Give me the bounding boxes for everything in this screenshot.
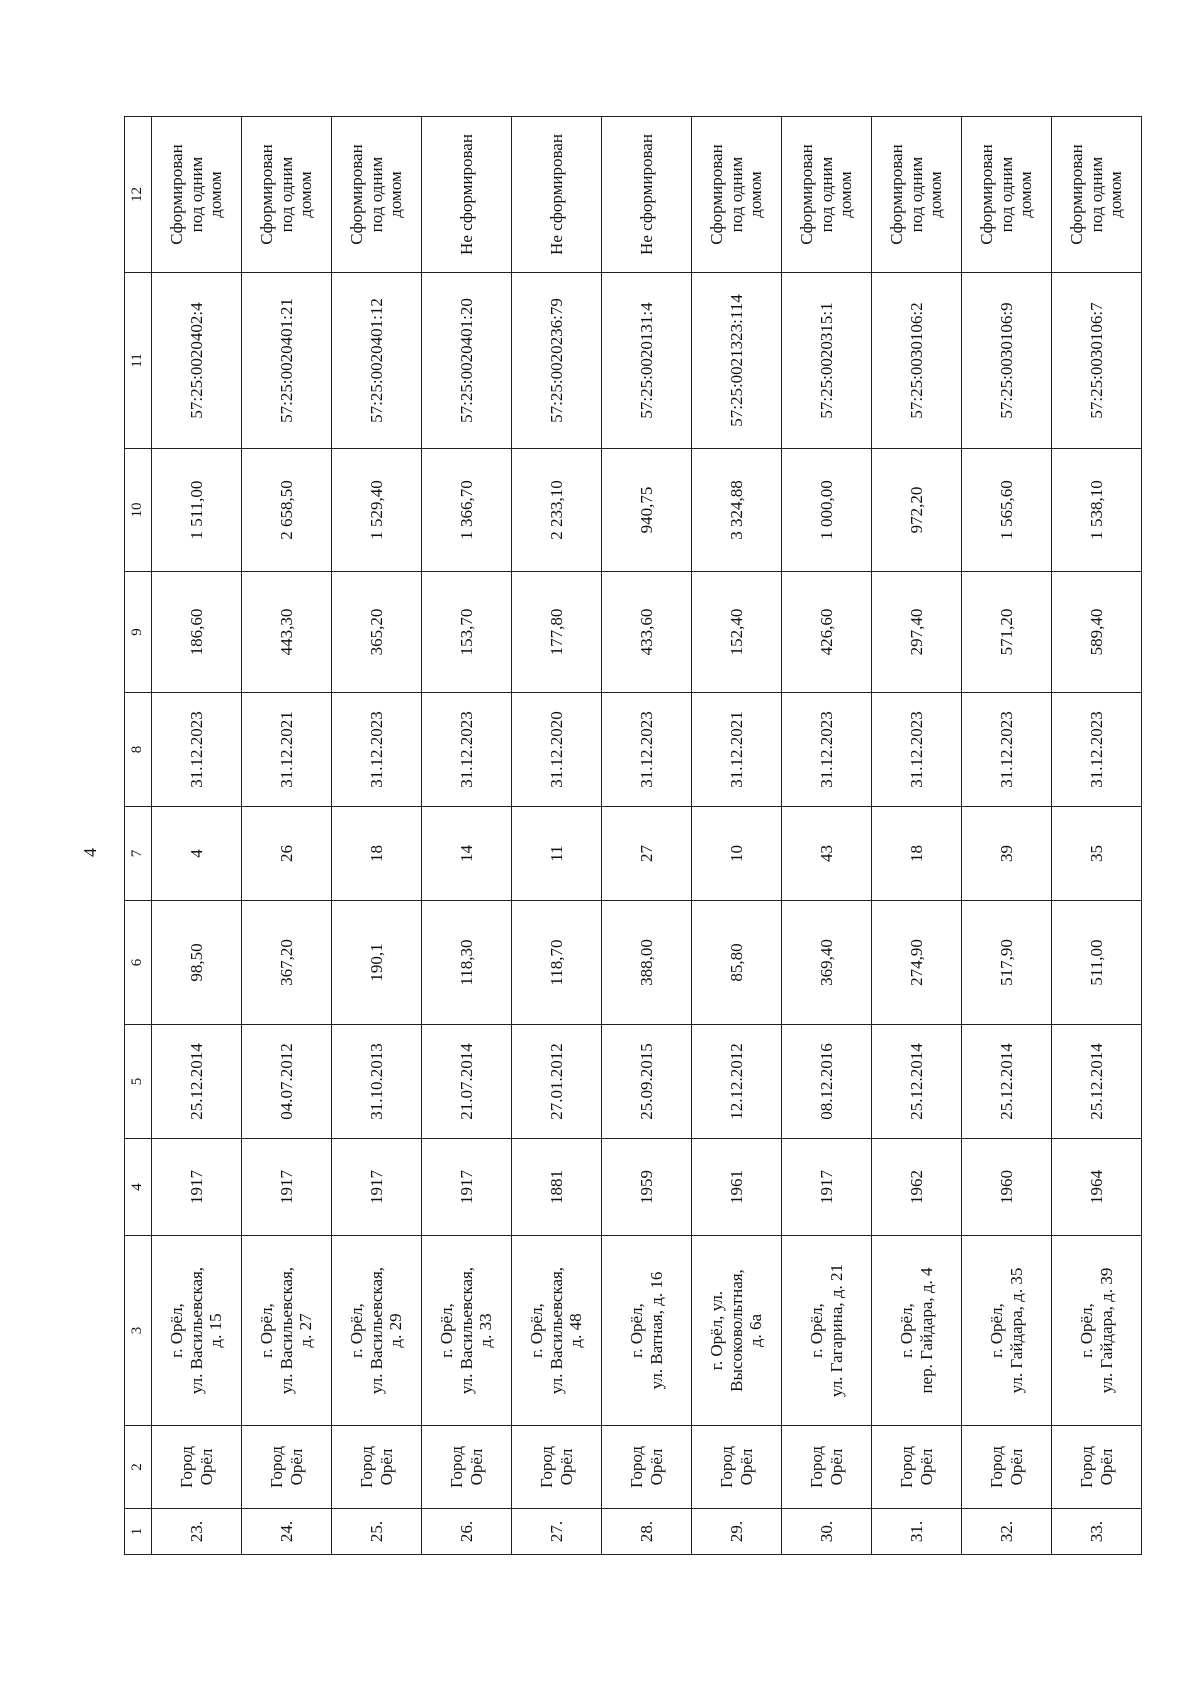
cell-land-area: 2 233,10 xyxy=(512,449,602,572)
cell-row-number: 28. xyxy=(602,1509,692,1555)
cell-date: 08.12.2016 xyxy=(782,1025,872,1139)
cell-area-2: 152,40 xyxy=(692,572,782,693)
cell-deadline: 31.12.2023 xyxy=(332,693,422,807)
cell-municipality: Город Орёл xyxy=(422,1426,512,1509)
cell-count: 39 xyxy=(962,807,1052,901)
cell-year-built: 1917 xyxy=(332,1139,422,1236)
cell-cadastral-number: 57:25:0020236:79 xyxy=(512,273,602,449)
cell-row-number: 32. xyxy=(962,1509,1052,1555)
table-row xyxy=(422,117,512,1555)
cell-area: 98,50 xyxy=(152,901,242,1025)
cell-date: 21.07.2014 xyxy=(422,1025,512,1139)
cell-cadastral-number: 57:25:0020315:1 xyxy=(782,273,872,449)
cell-land-area: 972,20 xyxy=(872,449,962,572)
table-row xyxy=(872,117,962,1555)
cell-land-area: 1 511,00 xyxy=(152,449,242,572)
cell-land-area: 1 366,70 xyxy=(422,449,512,572)
cell-land-area: 2 658,50 xyxy=(242,449,332,572)
cell-area-2: 433,60 xyxy=(602,572,692,693)
cell-land-status: Сформирован под одним домом xyxy=(152,117,242,273)
cell-area-2: 177,80 xyxy=(512,572,602,693)
cell-area-2: 589,40 xyxy=(1052,572,1142,693)
cell-area-2: 426,60 xyxy=(782,572,872,693)
cell-year-built: 1917 xyxy=(242,1139,332,1236)
cell-area-2: 365,20 xyxy=(332,572,422,693)
cell-date: 25.12.2014 xyxy=(872,1025,962,1139)
cell-count: 27 xyxy=(602,807,692,901)
column-header-12: 12 xyxy=(125,117,152,273)
cell-area: 517,90 xyxy=(962,901,1052,1025)
cell-area: 274,90 xyxy=(872,901,962,1025)
cell-land-status: Не сформирован xyxy=(512,117,602,273)
cell-year-built: 1917 xyxy=(422,1139,512,1236)
cell-address: г. Орёл, ул. Гагарина, д. 21 xyxy=(782,1236,872,1426)
table-row xyxy=(152,117,242,1555)
cell-area: 367,20 xyxy=(242,901,332,1025)
cell-municipality: Город Орёл xyxy=(332,1426,422,1509)
cell-cadastral-number: 57:25:0020401:20 xyxy=(422,273,512,449)
cell-municipality: Город Орёл xyxy=(1052,1426,1142,1509)
cell-land-status: Сформирован под одним домом xyxy=(242,117,332,273)
cell-count: 43 xyxy=(782,807,872,901)
cell-area: 85,80 xyxy=(692,901,782,1025)
cell-area-2: 153,70 xyxy=(422,572,512,693)
cell-date: 25.09.2015 xyxy=(602,1025,692,1139)
cell-row-number: 23. xyxy=(152,1509,242,1555)
cell-address: г. Орёл, пер. Гайдара, д. 4 xyxy=(872,1236,962,1426)
cell-area-2: 186,60 xyxy=(152,572,242,693)
cell-area-2: 297,40 xyxy=(872,572,962,693)
cell-municipality: Город Орёл xyxy=(602,1426,692,1509)
table-row xyxy=(242,117,332,1555)
cell-date: 25.12.2014 xyxy=(1052,1025,1142,1139)
cell-deadline: 31.12.2023 xyxy=(152,693,242,807)
cell-land-area: 940,75 xyxy=(602,449,692,572)
cell-deadline: 31.12.2023 xyxy=(602,693,692,807)
cell-cadastral-number: 57:25:0020401:12 xyxy=(332,273,422,449)
cell-year-built: 1961 xyxy=(692,1139,782,1236)
cell-address: г. Орёл, ул. Гайдара, д. 35 xyxy=(962,1236,1052,1426)
cell-area: 511,00 xyxy=(1052,901,1142,1025)
cell-cadastral-number: 57:25:0030106:2 xyxy=(872,273,962,449)
cell-count: 11 xyxy=(512,807,602,901)
cell-area: 190,1 xyxy=(332,901,422,1025)
cell-land-area: 1 538,10 xyxy=(1052,449,1142,572)
cell-area: 388,00 xyxy=(602,901,692,1025)
cell-count: 14 xyxy=(422,807,512,901)
cell-row-number: 29. xyxy=(692,1509,782,1555)
cell-row-number: 27. xyxy=(512,1509,602,1555)
cell-municipality: Город Орёл xyxy=(962,1426,1052,1509)
cell-land-area: 1 000,00 xyxy=(782,449,872,572)
cell-year-built: 1917 xyxy=(782,1139,872,1236)
cell-deadline: 31.12.2023 xyxy=(422,693,512,807)
table-row xyxy=(512,117,602,1555)
housing-table xyxy=(124,116,1142,1555)
cell-date: 25.12.2014 xyxy=(962,1025,1052,1139)
cell-municipality: Город Орёл xyxy=(782,1426,872,1509)
table-row xyxy=(782,117,872,1555)
cell-year-built: 1964 xyxy=(1052,1139,1142,1236)
cell-cadastral-number: 57:25:0021323:114 xyxy=(692,273,782,449)
column-header-7: 7 xyxy=(125,807,152,901)
cell-address: г. Орёл, ул. Ватная, д. 16 xyxy=(602,1236,692,1426)
column-header-11: 11 xyxy=(125,273,152,449)
cell-land-status: Сформирован под одним домом xyxy=(1052,117,1142,273)
cell-cadastral-number: 57:25:0020402:4 xyxy=(152,273,242,449)
cell-address: г. Орёл, ул. Васильевская, д. 33 xyxy=(422,1236,512,1426)
cell-count: 26 xyxy=(242,807,332,901)
cell-land-area: 3 324,88 xyxy=(692,449,782,572)
cell-year-built: 1960 xyxy=(962,1139,1052,1236)
cell-deadline: 31.12.2023 xyxy=(962,693,1052,807)
cell-land-area: 1 565,60 xyxy=(962,449,1052,572)
cell-row-number: 33. xyxy=(1052,1509,1142,1555)
column-header-4: 4 xyxy=(125,1139,152,1236)
cell-land-status: Сформирован под одним домом xyxy=(692,117,782,273)
column-header-10: 10 xyxy=(125,449,152,572)
cell-date: 04.07.2012 xyxy=(242,1025,332,1139)
column-header-1: 1 xyxy=(125,1509,152,1555)
cell-year-built: 1959 xyxy=(602,1139,692,1236)
cell-deadline: 31.12.2021 xyxy=(242,693,332,807)
cell-date: 27.01.2012 xyxy=(512,1025,602,1139)
cell-land-status: Не сформирован xyxy=(602,117,692,273)
cell-cadastral-number: 57:25:0030106:7 xyxy=(1052,273,1142,449)
page-number: 4 xyxy=(80,848,100,857)
cell-area: 118,70 xyxy=(512,901,602,1025)
cell-count: 18 xyxy=(872,807,962,901)
column-header-5: 5 xyxy=(125,1025,152,1139)
cell-row-number: 31. xyxy=(872,1509,962,1555)
cell-deadline: 31.12.2023 xyxy=(782,693,872,807)
cell-count: 4 xyxy=(152,807,242,901)
cell-area-2: 571,20 xyxy=(962,572,1052,693)
cell-deadline: 31.12.2023 xyxy=(1052,693,1142,807)
cell-address: г. Орёл, ул. Васильевская, д. 48 xyxy=(512,1236,602,1426)
table-row xyxy=(962,117,1052,1555)
column-number-row xyxy=(125,117,152,1555)
cell-cadastral-number: 57:25:0020401:21 xyxy=(242,273,332,449)
table-row xyxy=(332,117,422,1555)
cell-row-number: 24. xyxy=(242,1509,332,1555)
cell-year-built: 1917 xyxy=(152,1139,242,1236)
cell-row-number: 30. xyxy=(782,1509,872,1555)
cell-land-status: Не сформирован xyxy=(422,117,512,273)
cell-land-status: Сформирован под одним домом xyxy=(332,117,422,273)
cell-cadastral-number: 57:25:0030106:9 xyxy=(962,273,1052,449)
cell-count: 18 xyxy=(332,807,422,901)
column-header-8: 8 xyxy=(125,693,152,807)
cell-land-status: Сформирован под одним домом xyxy=(782,117,872,273)
cell-area: 118,30 xyxy=(422,901,512,1025)
cell-municipality: Город Орёл xyxy=(512,1426,602,1509)
cell-land-status: Сформирован под одним домом xyxy=(962,117,1052,273)
table-row xyxy=(602,117,692,1555)
cell-address: г. Орёл, ул. Васильевская, д. 15 xyxy=(152,1236,242,1426)
cell-count: 10 xyxy=(692,807,782,901)
cell-deadline: 31.12.2021 xyxy=(692,693,782,807)
column-header-6: 6 xyxy=(125,901,152,1025)
cell-address: г. Орёл, ул. Высоковольтная, д. 6а xyxy=(692,1236,782,1426)
cell-land-area: 1 529,40 xyxy=(332,449,422,572)
column-header-9: 9 xyxy=(125,572,152,693)
cell-year-built: 1881 xyxy=(512,1139,602,1236)
table-row xyxy=(692,117,782,1555)
cell-row-number: 26. xyxy=(422,1509,512,1555)
table-row xyxy=(1052,117,1142,1555)
table-container xyxy=(124,117,1136,1555)
cell-address: г. Орёл, ул. Васильевская, д. 27 xyxy=(242,1236,332,1426)
cell-address: г. Орёл, ул. Васильевская, д. 29 xyxy=(332,1236,422,1426)
cell-date: 12.12.2012 xyxy=(692,1025,782,1139)
cell-municipality: Город Орёл xyxy=(872,1426,962,1509)
cell-municipality: Город Орёл xyxy=(152,1426,242,1509)
column-header-3: 3 xyxy=(125,1236,152,1426)
cell-municipality: Город Орёл xyxy=(242,1426,332,1509)
cell-deadline: 31.12.2023 xyxy=(872,693,962,807)
cell-area-2: 443,30 xyxy=(242,572,332,693)
cell-cadastral-number: 57:25:0020131:4 xyxy=(602,273,692,449)
cell-municipality: Город Орёл xyxy=(692,1426,782,1509)
table-body xyxy=(152,117,1142,1555)
cell-address: г. Орёл, ул. Гайдара, д. 39 xyxy=(1052,1236,1142,1426)
cell-deadline: 31.12.2020 xyxy=(512,693,602,807)
cell-row-number: 25. xyxy=(332,1509,422,1555)
cell-date: 31.10.2013 xyxy=(332,1025,422,1139)
cell-count: 35 xyxy=(1052,807,1142,901)
cell-area: 369,40 xyxy=(782,901,872,1025)
cell-land-status: Сформирован под одним домом xyxy=(872,117,962,273)
column-header-2: 2 xyxy=(125,1426,152,1509)
cell-date: 25.12.2014 xyxy=(152,1025,242,1139)
cell-year-built: 1962 xyxy=(872,1139,962,1236)
